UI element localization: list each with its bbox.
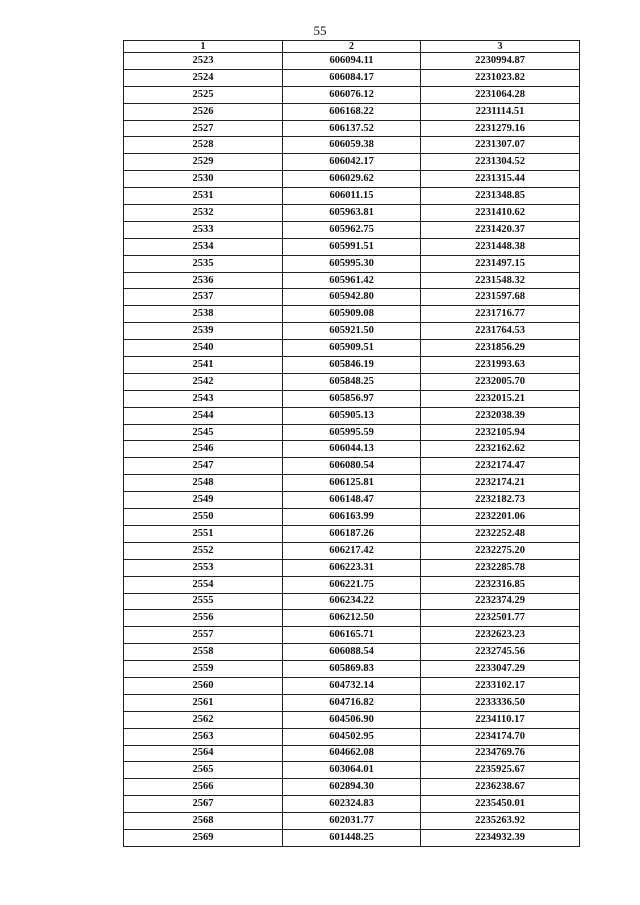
x-coordinate-cell: 606168.22 xyxy=(283,103,421,120)
point-number-cell: 2523 xyxy=(124,53,283,70)
x-coordinate-cell: 605921.50 xyxy=(283,323,421,340)
point-number-cell: 2567 xyxy=(124,796,283,813)
point-number-cell: 2557 xyxy=(124,627,283,644)
point-number-cell: 2550 xyxy=(124,509,283,526)
page-number: 55 xyxy=(313,23,327,38)
table-row xyxy=(124,424,580,441)
point-number-cell: 2534 xyxy=(124,238,283,255)
x-coordinate-cell: 605991.51 xyxy=(283,238,421,255)
x-coordinate-cell: 606076.12 xyxy=(283,86,421,103)
y-coordinate-cell: 2234174.70 xyxy=(421,728,580,745)
y-coordinate-cell: 2231064.28 xyxy=(421,86,580,103)
table-row xyxy=(124,728,580,745)
table-row xyxy=(124,154,580,171)
y-coordinate-cell: 2233336.50 xyxy=(421,694,580,711)
x-coordinate-cell: 605995.30 xyxy=(283,255,421,272)
point-number-cell: 2532 xyxy=(124,205,283,222)
y-coordinate-cell: 2231856.29 xyxy=(421,340,580,357)
y-coordinate-cell: 2232275.20 xyxy=(421,542,580,559)
y-coordinate-cell: 2231548.32 xyxy=(421,272,580,289)
x-coordinate-cell: 603064.01 xyxy=(283,762,421,779)
table-row xyxy=(124,796,580,813)
table-row xyxy=(124,509,580,526)
table-header-row xyxy=(124,41,580,53)
y-coordinate-cell: 2232623.23 xyxy=(421,627,580,644)
y-coordinate-cell: 2232374.29 xyxy=(421,593,580,610)
table-row xyxy=(124,475,580,492)
y-coordinate-cell: 2234769.76 xyxy=(421,745,580,762)
table-row xyxy=(124,745,580,762)
point-number-cell: 2530 xyxy=(124,171,283,188)
y-coordinate-cell: 2231279.16 xyxy=(421,120,580,137)
point-number-cell: 2546 xyxy=(124,441,283,458)
y-coordinate-cell: 2232201.06 xyxy=(421,509,580,526)
x-coordinate-cell: 606029.62 xyxy=(283,171,421,188)
x-coordinate-cell: 606125.81 xyxy=(283,475,421,492)
y-coordinate-cell: 2235925.67 xyxy=(421,762,580,779)
point-number-cell: 2528 xyxy=(124,137,283,154)
table-row xyxy=(124,711,580,728)
point-number-cell: 2533 xyxy=(124,221,283,238)
table-row xyxy=(124,69,580,86)
x-coordinate-cell: 606165.71 xyxy=(283,627,421,644)
y-coordinate-cell: 2232252.48 xyxy=(421,525,580,542)
y-coordinate-cell: 2232182.73 xyxy=(421,492,580,509)
column-header-3: 3 xyxy=(421,41,580,53)
table-row xyxy=(124,306,580,323)
x-coordinate-cell: 602031.77 xyxy=(283,813,421,830)
table-row xyxy=(124,53,580,70)
point-number-cell: 2539 xyxy=(124,323,283,340)
x-coordinate-cell: 606221.75 xyxy=(283,576,421,593)
table-row xyxy=(124,407,580,424)
table-row xyxy=(124,762,580,779)
point-number-cell: 2540 xyxy=(124,340,283,357)
y-coordinate-cell: 2235450.01 xyxy=(421,796,580,813)
x-coordinate-cell: 606223.31 xyxy=(283,559,421,576)
x-coordinate-cell: 606137.52 xyxy=(283,120,421,137)
y-coordinate-cell: 2231304.52 xyxy=(421,154,580,171)
y-coordinate-cell: 2231410.62 xyxy=(421,205,580,222)
y-coordinate-cell: 2231497.15 xyxy=(421,255,580,272)
y-coordinate-cell: 2231023.82 xyxy=(421,69,580,86)
y-coordinate-cell: 2231764.53 xyxy=(421,323,580,340)
y-coordinate-cell: 2231307.07 xyxy=(421,137,580,154)
table-body xyxy=(124,53,580,847)
x-coordinate-cell: 605869.83 xyxy=(283,661,421,678)
y-coordinate-cell: 2232162.62 xyxy=(421,441,580,458)
x-coordinate-cell: 605848.25 xyxy=(283,373,421,390)
point-number-cell: 2565 xyxy=(124,762,283,779)
point-number-cell: 2531 xyxy=(124,188,283,205)
y-coordinate-cell: 2234110.17 xyxy=(421,711,580,728)
y-coordinate-cell: 2231716.77 xyxy=(421,306,580,323)
point-number-cell: 2538 xyxy=(124,306,283,323)
y-coordinate-cell: 2233102.17 xyxy=(421,677,580,694)
y-coordinate-cell: 2232015.21 xyxy=(421,390,580,407)
table-row xyxy=(124,813,580,830)
y-coordinate-cell: 2232745.56 xyxy=(421,644,580,661)
point-number-cell: 2526 xyxy=(124,103,283,120)
table-row xyxy=(124,525,580,542)
table-row xyxy=(124,390,580,407)
point-number-cell: 2535 xyxy=(124,255,283,272)
y-coordinate-cell: 2232174.21 xyxy=(421,475,580,492)
x-coordinate-cell: 601448.25 xyxy=(283,829,421,846)
coordinates-table xyxy=(123,40,580,847)
y-coordinate-cell: 2232501.77 xyxy=(421,610,580,627)
y-coordinate-cell: 2233047.29 xyxy=(421,661,580,678)
table-row xyxy=(124,644,580,661)
x-coordinate-cell: 606044.13 xyxy=(283,441,421,458)
x-coordinate-cell: 606080.54 xyxy=(283,458,421,475)
x-coordinate-cell: 605942.80 xyxy=(283,289,421,306)
table-row xyxy=(124,340,580,357)
point-number-cell: 2548 xyxy=(124,475,283,492)
y-coordinate-cell: 2235263.92 xyxy=(421,813,580,830)
table-row xyxy=(124,357,580,374)
table-row xyxy=(124,272,580,289)
table-row xyxy=(124,829,580,846)
point-number-cell: 2537 xyxy=(124,289,283,306)
x-coordinate-cell: 605905.13 xyxy=(283,407,421,424)
y-coordinate-cell: 2232174.47 xyxy=(421,458,580,475)
x-coordinate-cell: 606011.15 xyxy=(283,188,421,205)
x-coordinate-cell: 605846.19 xyxy=(283,357,421,374)
y-coordinate-cell: 2232316.85 xyxy=(421,576,580,593)
table-row xyxy=(124,593,580,610)
x-coordinate-cell: 606217.42 xyxy=(283,542,421,559)
table-row xyxy=(124,779,580,796)
column-header-2: 2 xyxy=(283,41,421,53)
table-row xyxy=(124,373,580,390)
x-coordinate-cell: 606088.54 xyxy=(283,644,421,661)
x-coordinate-cell: 605962.75 xyxy=(283,221,421,238)
x-coordinate-cell: 606163.99 xyxy=(283,509,421,526)
x-coordinate-cell: 605963.81 xyxy=(283,205,421,222)
table-row xyxy=(124,188,580,205)
point-number-cell: 2561 xyxy=(124,694,283,711)
point-number-cell: 2560 xyxy=(124,677,283,694)
table-row xyxy=(124,120,580,137)
x-coordinate-cell: 605995.59 xyxy=(283,424,421,441)
table-row xyxy=(124,323,580,340)
x-coordinate-cell: 602324.83 xyxy=(283,796,421,813)
x-coordinate-cell: 605961.42 xyxy=(283,272,421,289)
x-coordinate-cell: 602894.30 xyxy=(283,779,421,796)
point-number-cell: 2524 xyxy=(124,69,283,86)
point-number-cell: 2545 xyxy=(124,424,283,441)
table-row xyxy=(124,137,580,154)
table-row xyxy=(124,559,580,576)
x-coordinate-cell: 606212.50 xyxy=(283,610,421,627)
x-coordinate-cell: 606094.11 xyxy=(283,53,421,70)
point-number-cell: 2568 xyxy=(124,813,283,830)
point-number-cell: 2527 xyxy=(124,120,283,137)
x-coordinate-cell: 606187.26 xyxy=(283,525,421,542)
table-row xyxy=(124,458,580,475)
point-number-cell: 2525 xyxy=(124,86,283,103)
point-number-cell: 2563 xyxy=(124,728,283,745)
x-coordinate-cell: 604716.82 xyxy=(283,694,421,711)
x-coordinate-cell: 606148.47 xyxy=(283,492,421,509)
point-number-cell: 2544 xyxy=(124,407,283,424)
point-number-cell: 2536 xyxy=(124,272,283,289)
point-number-cell: 2553 xyxy=(124,559,283,576)
table-row xyxy=(124,221,580,238)
x-coordinate-cell: 606059.38 xyxy=(283,137,421,154)
x-coordinate-cell: 605909.08 xyxy=(283,306,421,323)
y-coordinate-cell: 2231114.51 xyxy=(421,103,580,120)
table-row xyxy=(124,576,580,593)
table-row xyxy=(124,255,580,272)
point-number-cell: 2529 xyxy=(124,154,283,171)
y-coordinate-cell: 2230994.87 xyxy=(421,53,580,70)
point-number-cell: 2543 xyxy=(124,390,283,407)
x-coordinate-cell: 605909.51 xyxy=(283,340,421,357)
point-number-cell: 2564 xyxy=(124,745,283,762)
table-row xyxy=(124,627,580,644)
table-row xyxy=(124,238,580,255)
table-row xyxy=(124,289,580,306)
point-number-cell: 2551 xyxy=(124,525,283,542)
table-row xyxy=(124,694,580,711)
x-coordinate-cell: 604662.08 xyxy=(283,745,421,762)
table-row xyxy=(124,542,580,559)
point-number-cell: 2556 xyxy=(124,610,283,627)
table-row xyxy=(124,661,580,678)
point-number-cell: 2562 xyxy=(124,711,283,728)
table-row xyxy=(124,205,580,222)
point-number-cell: 2542 xyxy=(124,373,283,390)
x-coordinate-cell: 606234.22 xyxy=(283,593,421,610)
y-coordinate-cell: 2232105.94 xyxy=(421,424,580,441)
y-coordinate-cell: 2231420.37 xyxy=(421,221,580,238)
table-row xyxy=(124,610,580,627)
x-coordinate-cell: 604506.90 xyxy=(283,711,421,728)
table-row xyxy=(124,441,580,458)
y-coordinate-cell: 2232038.39 xyxy=(421,407,580,424)
point-number-cell: 2555 xyxy=(124,593,283,610)
point-number-cell: 2554 xyxy=(124,576,283,593)
y-coordinate-cell: 2236238.67 xyxy=(421,779,580,796)
point-number-cell: 2559 xyxy=(124,661,283,678)
point-number-cell: 2552 xyxy=(124,542,283,559)
column-header-1: 1 xyxy=(124,41,283,53)
x-coordinate-cell: 606042.17 xyxy=(283,154,421,171)
point-number-cell: 2547 xyxy=(124,458,283,475)
y-coordinate-cell: 2231315.44 xyxy=(421,171,580,188)
table-row xyxy=(124,171,580,188)
point-number-cell: 2569 xyxy=(124,829,283,846)
table-row xyxy=(124,492,580,509)
y-coordinate-cell: 2232005.70 xyxy=(421,373,580,390)
table-row xyxy=(124,103,580,120)
x-coordinate-cell: 604732.14 xyxy=(283,677,421,694)
x-coordinate-cell: 605856.97 xyxy=(283,390,421,407)
y-coordinate-cell: 2234932.39 xyxy=(421,829,580,846)
point-number-cell: 2549 xyxy=(124,492,283,509)
point-number-cell: 2541 xyxy=(124,357,283,374)
y-coordinate-cell: 2231993.63 xyxy=(421,357,580,374)
y-coordinate-cell: 2232285.78 xyxy=(421,559,580,576)
y-coordinate-cell: 2231597.68 xyxy=(421,289,580,306)
point-number-cell: 2558 xyxy=(124,644,283,661)
x-coordinate-cell: 606084.17 xyxy=(283,69,421,86)
y-coordinate-cell: 2231448.38 xyxy=(421,238,580,255)
table-row xyxy=(124,86,580,103)
table-row xyxy=(124,677,580,694)
y-coordinate-cell: 2231348.85 xyxy=(421,188,580,205)
x-coordinate-cell: 604502.95 xyxy=(283,728,421,745)
point-number-cell: 2566 xyxy=(124,779,283,796)
